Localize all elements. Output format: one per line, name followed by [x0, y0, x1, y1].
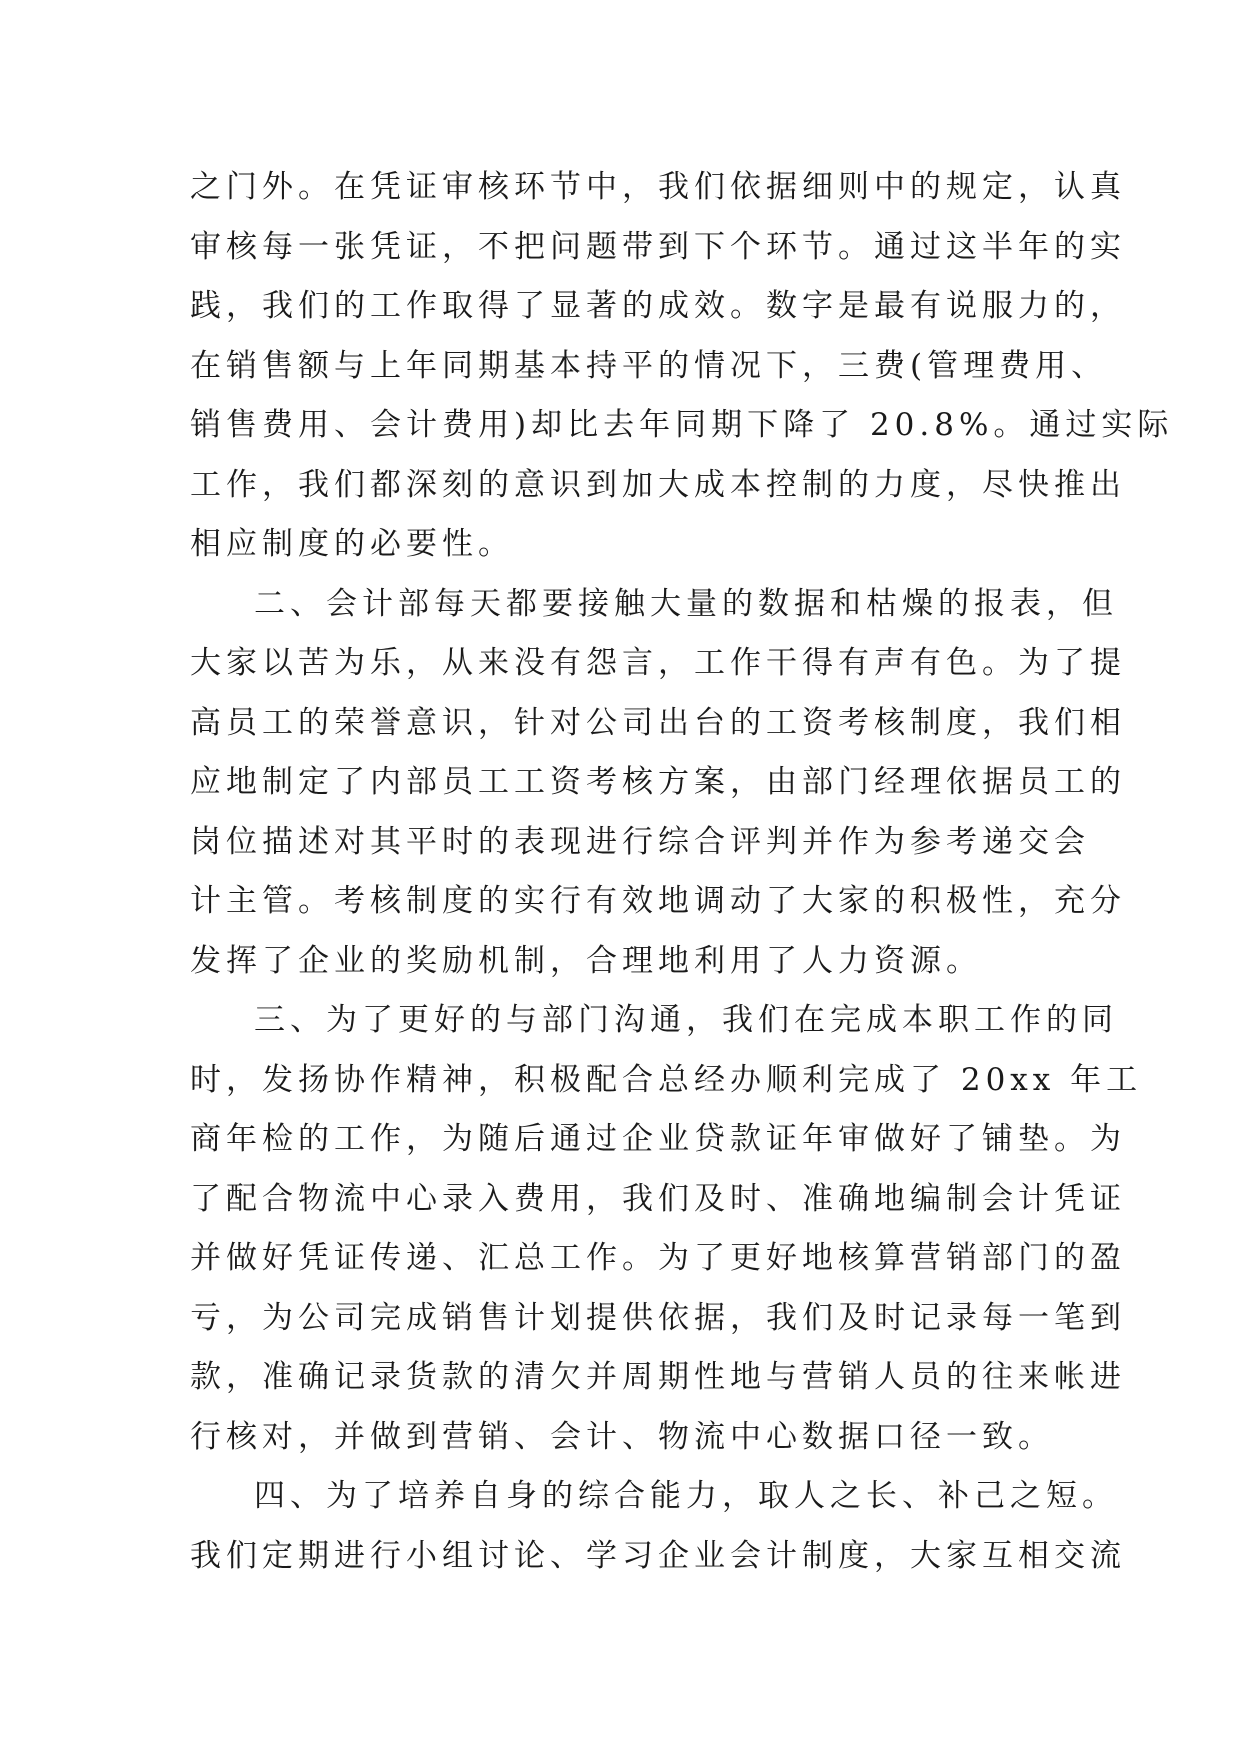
paragraph-4-line-1: 四、为了培养自身的综合能力，取人之长、补己之短。 [254, 1478, 1118, 1514]
paragraph-2-line-6: 计主管。考核制度的实行有效地调动了大家的积极性，充分 [190, 883, 1126, 919]
paragraph-1-line-3: 践，我们的工作取得了显著的成效。数字是最有说服力的， [190, 288, 1126, 324]
paragraph-3-line-2: 时，发扬协作精神，积极配合总经办顺利完成了 20xx 年工 [190, 1061, 1143, 1098]
paragraph-4-line-2: 我们定期进行小组讨论、学习企业会计制度，大家互相交流 [190, 1537, 1126, 1574]
paragraph-3-line-4: 了配合物流中心录入费用，我们及时、准确地编制会计凭证 [190, 1180, 1126, 1217]
paragraph-2-line-4: 应地制定了内部员工工资考核方案，由部门经理依据员工的 [190, 764, 1126, 800]
paragraph-2-line-2: 大家以苦为乐，从来没有怨言，工作干得有声有色。为了提 [190, 645, 1126, 681]
paragraph-2-line-1: 二、会计部每天都要接触大量的数据和枯燥的报表，但 [254, 585, 1118, 622]
paragraph-2-line-7: 发挥了企业的奖励机制，合理地利用了人力资源。 [190, 942, 982, 979]
paragraph-3-line-7: 款，准确记录货款的清欠并周期性地与营销人员的往来帐进 [190, 1359, 1126, 1395]
paragraph-1-line-7: 相应制度的必要性。 [190, 526, 514, 562]
paragraph-1-line-5: 销售费用、会计费用)却比去年同期下降了 20.8%。通过实际 [190, 407, 1174, 443]
paragraph-1-line-2: 审核每一张凭证，不把问题带到下个环节。通过这半年的实 [190, 228, 1126, 265]
paragraph-2-line-5: 岗位描述对其平时的表现进行综合评判并作为参考递交会 [190, 823, 1090, 860]
document-body [190, 158, 1174, 1586]
paragraph-3-line-3: 商年检的工作，为随后通过企业贷款证年审做好了铺垫。为 [190, 1121, 1126, 1157]
paragraph-3-line-1: 三、为了更好的与部门沟通，我们在完成本职工作的同 [254, 1002, 1118, 1038]
paragraph-1-line-1: 之门外。在凭证审核环节中，我们依据细则中的规定，认真 [190, 169, 1126, 205]
paragraph-1-line-4: 在销售额与上年同期基本持平的情况下，三费(管理费用、 [190, 347, 1108, 384]
paragraph-1-line-6: 工作，我们都深刻的意识到加大成本控制的力度，尽快推出 [190, 466, 1126, 503]
paragraph-3-line-6: 亏，为公司完成销售计划提供依据，我们及时记录每一笔到 [190, 1299, 1126, 1336]
paragraph-3-line-5: 并做好凭证传递、汇总工作。为了更好地核算营销部门的盈 [190, 1240, 1126, 1276]
paragraph-3-line-8: 行核对，并做到营销、会计、物流中心数据口径一致。 [190, 1418, 1054, 1455]
paragraph-2-line-3: 高员工的荣誉意识，针对公司出台的工资考核制度，我们相 [190, 704, 1126, 741]
